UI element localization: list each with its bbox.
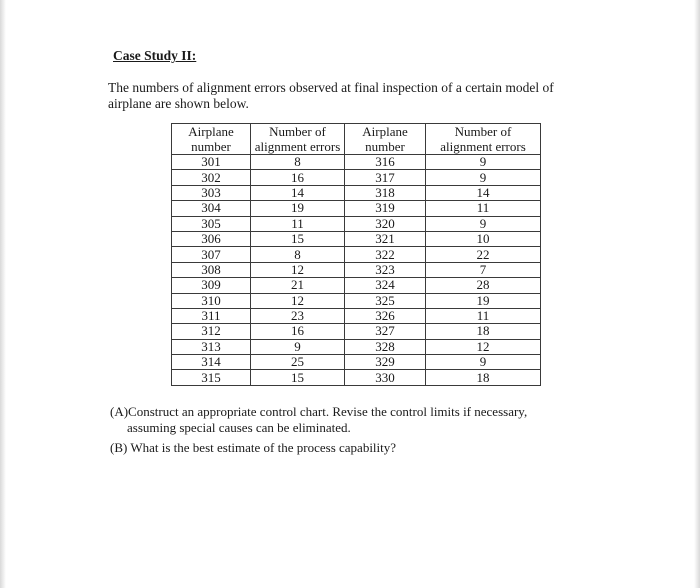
cell-airplane-number: 319 [345,201,426,216]
cell-alignment-errors: 18 [426,324,541,339]
table-row [172,262,541,277]
table-row [172,278,541,293]
cell-airplane-number: 313 [172,339,251,354]
cell-alignment-errors: 15 [251,231,345,246]
cell-alignment-errors: 11 [251,216,345,231]
table-row [172,170,541,185]
cell-alignment-errors: 23 [251,308,345,323]
cell-airplane-number: 308 [172,262,251,277]
cell-airplane-number: 330 [345,370,426,385]
cell-airplane-number: 320 [345,216,426,231]
table-row [172,355,541,370]
cell-airplane-number: 310 [172,293,251,308]
cell-alignment-errors: 9 [426,170,541,185]
cell-airplane-number: 307 [172,247,251,262]
cell-alignment-errors: 11 [426,201,541,216]
cell-alignment-errors: 10 [426,231,541,246]
cell-airplane-number: 314 [172,355,251,370]
cell-airplane-number: 321 [345,231,426,246]
table-row [172,185,541,200]
cell-airplane-number: 318 [345,185,426,200]
table-row [172,231,541,246]
table-row [172,216,541,231]
cell-airplane-number: 324 [345,278,426,293]
cell-alignment-errors: 9 [426,355,541,370]
cell-airplane-number: 317 [345,170,426,185]
cell-airplane-number: 303 [172,185,251,200]
question-a-line-1: (A)Construct an appropriate control chart. Revise the control limits if necessary, [110,404,528,419]
cell-airplane-number: 329 [345,355,426,370]
cell-alignment-errors: 25 [251,355,345,370]
cell-airplane-number: 312 [172,324,251,339]
cell-alignment-errors: 18 [426,370,541,385]
intro-paragraph: The numbers of alignment errors observed at final inspection of a certain model of airplane are shown below. [108,80,554,111]
cell-alignment-errors: 14 [426,185,541,200]
cell-alignment-errors: 28 [426,278,541,293]
table-body [172,155,541,386]
cell-alignment-errors: 8 [251,155,345,170]
cell-airplane-number: 306 [172,231,251,246]
cell-airplane-number: 309 [172,278,251,293]
cell-airplane-number: 305 [172,216,251,231]
cell-alignment-errors: 16 [251,324,345,339]
header-alignment-errors-2: Number of alignment errors [426,124,541,155]
cell-alignment-errors: 16 [251,170,345,185]
cell-airplane-number: 327 [345,324,426,339]
cell-alignment-errors: 15 [251,370,345,385]
cell-alignment-errors: 12 [426,339,541,354]
cell-alignment-errors: 9 [251,339,345,354]
cell-alignment-errors: 22 [426,247,541,262]
cell-alignment-errors: 21 [251,278,345,293]
table-row [172,324,541,339]
alignment-errors-table [171,123,541,386]
page-edge-left [0,0,6,588]
header-airplane-number-1: Airplane number [172,124,251,155]
cell-alignment-errors: 8 [251,247,345,262]
cell-alignment-errors: 19 [251,201,345,216]
cell-airplane-number: 301 [172,155,251,170]
question-b: (B) What is the best estimate of the process capability? [110,440,397,455]
cell-alignment-errors: 7 [426,262,541,277]
table-row [172,201,541,216]
cell-airplane-number: 304 [172,201,251,216]
cell-alignment-errors: 11 [426,308,541,323]
question-a [110,404,580,436]
cell-alignment-errors: 19 [426,293,541,308]
questions-block [110,404,580,460]
table-row [172,155,541,170]
cell-airplane-number: 302 [172,170,251,185]
cell-airplane-number: 326 [345,308,426,323]
header-airplane-number-2: Airplane number [345,124,426,155]
table-header-row [172,124,541,155]
cell-airplane-number: 322 [345,247,426,262]
table-row [172,339,541,354]
cell-alignment-errors: 9 [426,155,541,170]
cell-alignment-errors: 12 [251,293,345,308]
cell-airplane-number: 315 [172,370,251,385]
cell-airplane-number: 325 [345,293,426,308]
cell-airplane-number: 328 [345,339,426,354]
cell-alignment-errors: 14 [251,185,345,200]
question-a-line-2: assuming special causes can be eliminated. [127,420,351,435]
table-row [172,308,541,323]
cell-airplane-number: 316 [345,155,426,170]
cell-alignment-errors: 12 [251,262,345,277]
case-study-title: Case Study II: [113,48,197,63]
page-edge-right [694,0,700,588]
cell-alignment-errors: 9 [426,216,541,231]
table-row [172,247,541,262]
cell-airplane-number: 311 [172,308,251,323]
cell-airplane-number: 323 [345,262,426,277]
table-row [172,293,541,308]
table-row [172,370,541,385]
header-alignment-errors-1: Number of alignment errors [251,124,345,155]
